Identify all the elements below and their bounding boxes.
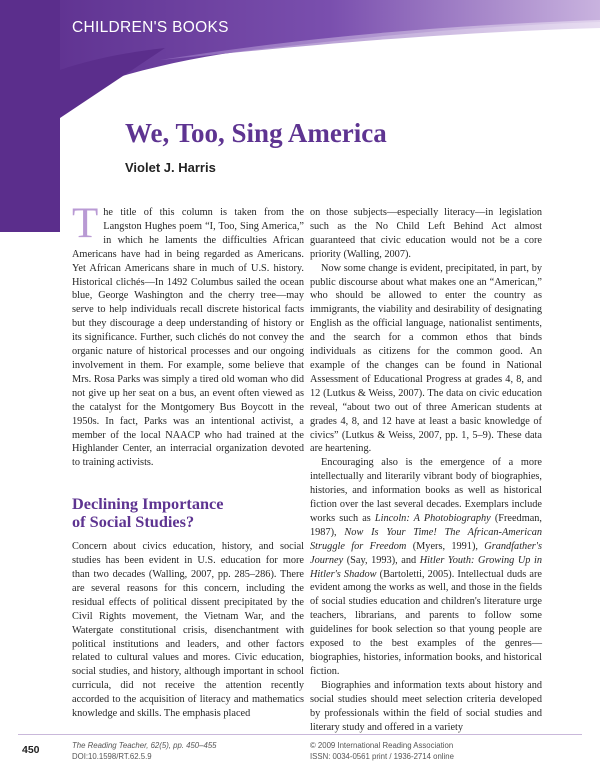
change-paragraph: Now some change is evident, precipitated, in part, by public discourse about what makes one an “American,” who should be allowed to enter the country as immigrants, the viability and desirability of designating English as the official language, nationalist sentiments, and the search for a common ethos that binds individuals as citizens for the common good. An example of the changes can be found in National Assessment of Educational Progress at grades 4, 8, and 12 (Lutkus & Weiss, 2007). The data on civic education reveal, “about two out of three American students at grades 4, 8, and 12 have at least a basic knowledge of civics” (Lutkus & Weiss, 2007, pp. 1, 5–9). These data are heartening. bbox=[310, 262, 542, 455]
exemplars-text-b: (Freedman, 1987), bbox=[310, 512, 543, 538]
section-heading bbox=[72, 495, 304, 531]
section-heading-line2: of Social Studies? bbox=[72, 512, 195, 532]
author-name: Violet J. Harris bbox=[125, 160, 216, 175]
exemplars-text-a: Encouraging also is the emergence of a more intellectually and literarily vibrant body of biographies, histories, and information books as well as historical fiction over the last several decades. Exemplars include works such as bbox=[310, 457, 542, 524]
right-column bbox=[310, 206, 542, 734]
article-title: We, Too, Sing America bbox=[125, 118, 387, 148]
issn-line: ISSN: 0034-0561 print / 1936-2714 online bbox=[310, 751, 454, 761]
side-band bbox=[0, 0, 60, 232]
drop-cap: T bbox=[72, 200, 99, 247]
continued-paragraph: on those subjects—especially literacy—in legislation such as the No Child Left Behind Act almost guaranteed that civic education would not be a core priority (Walling, 2007). bbox=[310, 207, 542, 260]
page-number: 450 bbox=[22, 744, 40, 756]
journal-citation: The Reading Teacher, 62(5), pp. 450–455 bbox=[72, 741, 217, 750]
book-title-grandfathers-journey: Grandfather's Journey bbox=[310, 540, 542, 566]
intro-paragraph bbox=[72, 200, 304, 470]
intro-text: he title of this column is taken from the Langston Hughes poem “I, Too, Sing America,” in which he laments the difficulties African Americans have had in being regarded as Americans. Yet African Americans share in much of U.S. history. Historical clichés—In 1492 Columbus sailed the ocean blue, George Washington and the cherry tree—may serve to help individuals recall discrete historical facts but they discourage a deep understanding of history or its significance. Further, such clichés do not convey the organic nature of historical processes and our ongoing involvement in them. For example, some believe that Mrs. Rosa Parks was simply a tired old woman who did not give up her seat on a bus, an event often viewed as the catalyst for the Montgomery Bus Boycott in the 1950s. In fact, Parks was an intentional activist, a member of the local NAACP who had trained at the Highlander Center, an interracial organization devoted to training activists. bbox=[72, 207, 304, 469]
book-title-now-is-your-time: Now Is Your Time! The African-American Struggle for Freedom bbox=[310, 526, 542, 552]
exemplars-text-c: (Myers, 1991), bbox=[406, 540, 485, 552]
exemplars-paragraph bbox=[310, 456, 542, 679]
criteria-paragraph: Biographies and information texts about history and social studies should meet selection criteria developed by professionals within the field of social studies and literary study and offered in a variety bbox=[310, 679, 542, 733]
section-heading-line1: Declining Importance bbox=[72, 494, 224, 514]
book-title-lincoln: Lincoln: A Photobiography bbox=[374, 512, 491, 524]
book-title-hitler-youth: Hitler Youth: Growing Up in Hitler's Shadow bbox=[310, 554, 542, 580]
section-label: CHILDREN'S BOOKS bbox=[72, 19, 229, 36]
copyright-block bbox=[310, 741, 454, 762]
footer-divider bbox=[18, 734, 582, 735]
left-column bbox=[72, 200, 304, 721]
header-band bbox=[0, 0, 600, 120]
concern-paragraph: Concern about civics education, history, and social studies has been evident in U.S. education for more than two decades (Walling, 2007, pp. 285–286). There are several reasons for this concern, including the residual effects of political dissent precipitated by the Civil Rights movement, the Vietnam War, and the Watergate constitutional crisis, disenchantment with political institutions and leaders, and other factors related to cultural values and mores. Civic education, social studies, and history, although important in school curricula, did not receive the attention recently accorded to the acquisition of literacy and mathematics knowledge and skills. The emphasis placed bbox=[72, 541, 304, 720]
exemplars-text-d: (Say, 1993), and bbox=[343, 554, 420, 566]
exemplars-text-e: (Bartoletti, 2005). Intellectual duds are evident among the works as well, and those in the fields of social studies education and children's literature urge teachers, librarians, and parents to follow some guidelines for book selection so that young people are exposed to the best examples of the genres—biographies, histories, information books, and historical fiction. bbox=[310, 568, 542, 677]
copyright-line: © 2009 International Reading Association bbox=[310, 741, 454, 750]
citation-block bbox=[72, 741, 217, 762]
doi-line: DOI:10.1598/RT.62.5.9 bbox=[72, 751, 152, 761]
